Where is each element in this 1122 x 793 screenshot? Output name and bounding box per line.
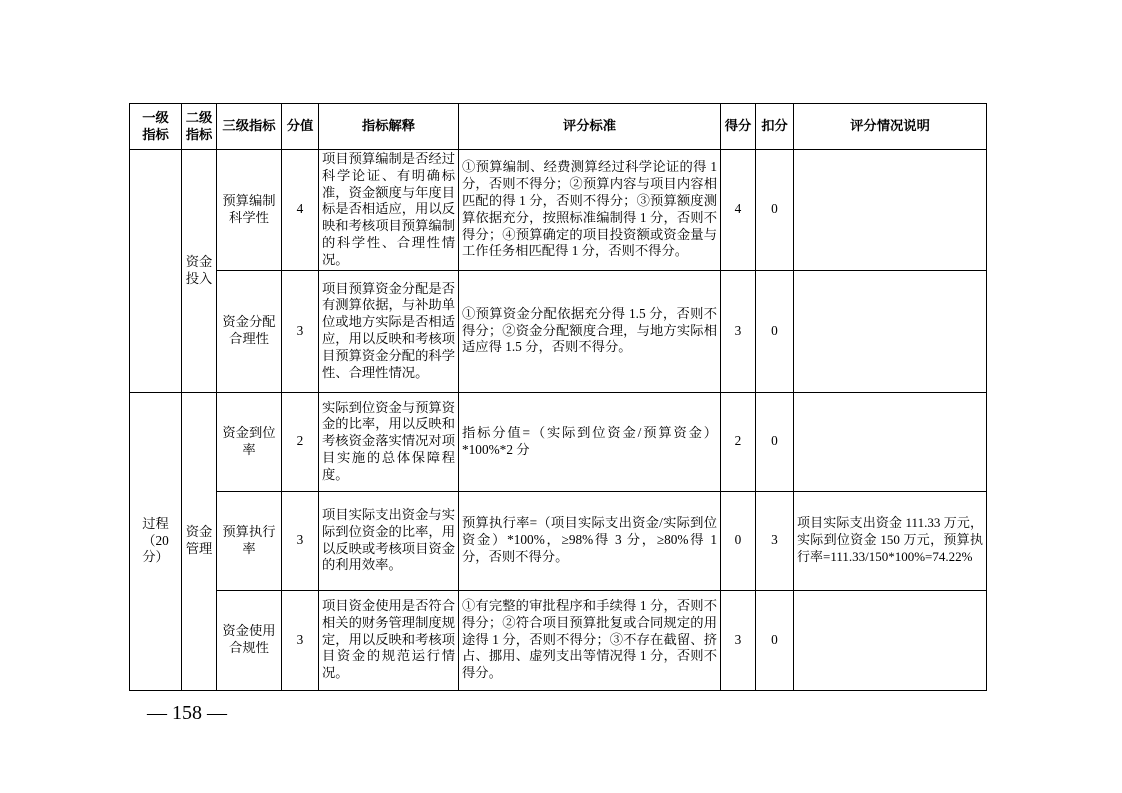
- deduction-value: 0: [756, 590, 794, 690]
- score-value: 3: [721, 270, 756, 392]
- header-weight: 分值: [282, 104, 319, 150]
- indicator-explanation: 项目预算编制是否经过科学论证、有明确标准，资金额度与年度目标是否相适应，用以反映和考核项目预算编制的科学性、合理性情况。: [319, 150, 459, 271]
- level1-label: 过程（20分）: [142, 515, 169, 565]
- level3-cell: [217, 491, 282, 590]
- header-level2: [182, 104, 217, 150]
- level3-cell: [217, 392, 282, 491]
- table-row: [130, 491, 987, 590]
- level1-cell: [130, 392, 182, 690]
- level2-cell: [182, 150, 217, 393]
- header-explanation: 指标解释: [319, 104, 459, 150]
- deduction-value: 0: [756, 270, 794, 392]
- level3-label: 预算执行率: [222, 523, 276, 556]
- deduction-value: 0: [756, 392, 794, 491]
- deduction-value: 0: [756, 150, 794, 271]
- level3-cell: [217, 590, 282, 690]
- level3-label: 预算编制科学性: [222, 192, 276, 225]
- header-notes: 评分情况说明: [794, 104, 987, 150]
- evaluation-table: [129, 103, 987, 691]
- deduction-value: 3: [756, 491, 794, 590]
- weight-value: 4: [282, 150, 319, 271]
- score-value: 3: [721, 590, 756, 690]
- scoring-notes: [794, 150, 987, 271]
- scoring-criteria: ①有完整的审批程序和手续得 1 分，否则不得分；②符合项目预算批复或合同规定的用途得 1 分，否则不得分；③不存在截留、挤占、挪用、虚列支出等情况得 1 分，否则不得分。: [459, 590, 721, 690]
- level3-cell: [217, 150, 282, 271]
- weight-value: 3: [282, 491, 319, 590]
- header-level1-label: 一级指标: [142, 109, 169, 142]
- header-score: 得分: [721, 104, 756, 150]
- indicator-explanation: 项目资金使用是否符合相关的财务管理制度规定，用以反映和考核项目资金的规范运行情况。: [319, 590, 459, 690]
- scoring-notes: [794, 270, 987, 392]
- scoring-criteria: 指标分值=（实际到位资金/预算资金）*100%*2 分: [459, 392, 721, 491]
- indicator-explanation: 实际到位资金与预算资金的比率，用以反映和考核资金落实情况对项目实施的总体保障程度。: [319, 392, 459, 491]
- weight-value: 3: [282, 590, 319, 690]
- level3-label: 资金分配合理性: [222, 314, 276, 347]
- header-level3: 三级指标: [217, 104, 282, 150]
- level2-cell: [182, 392, 217, 690]
- weight-value: 3: [282, 270, 319, 392]
- table-row: [130, 392, 987, 491]
- header-deduction: 扣分: [756, 104, 794, 150]
- level3-label: 资金到位率: [222, 424, 276, 457]
- indicator-explanation: 项目预算资金分配是否有测算依据，与补助单位或地方实际是否相适应，用以反映和考核项目预算资金分配的科学性、合理性情况。: [319, 270, 459, 392]
- scoring-criteria: 预算执行率=（项目实际支出资金/实际到位资金）*100%，≥98%得 3 分，≥80%得 1 分，否则不得分。: [459, 491, 721, 590]
- table-row: [130, 270, 987, 392]
- header-level1: [130, 104, 182, 150]
- weight-value: 2: [282, 392, 319, 491]
- level2-label: 资金管理: [185, 524, 213, 557]
- scoring-criteria: ①预算资金分配依据充分得 1.5 分，否则不得分；②资金分配额度合理，与地方实际相适应得 1.5 分，否则不得分。: [459, 270, 721, 392]
- header-level2-label: 二级指标: [185, 109, 213, 142]
- table-row: [130, 590, 987, 690]
- scoring-notes: [794, 392, 987, 491]
- table-header-row: [130, 104, 987, 150]
- header-criteria: 评分标准: [459, 104, 721, 150]
- scoring-criteria: ①预算编制、经费测算经过科学论证的得 1 分，否则不得分；②预算内容与项目内容相匹配的得 1 分，否则不得分；③预算额度测算依据充分，按照标准编制得 1 分，否则不得分；④预算确定的项目投资额或资金量与工作任务相匹配得 1 分，否则不得分。: [459, 150, 721, 271]
- level2-label: 资金投入: [185, 253, 213, 286]
- scoring-notes: 项目实际支出资金 111.33 万元，实际到位资金 150 万元，预算执行率=111.33/150*100%=74.22%: [794, 491, 987, 590]
- page-number: — 158 —: [147, 702, 227, 724]
- scoring-notes: [794, 590, 987, 690]
- table-row: [130, 150, 987, 271]
- indicator-explanation: 项目实际支出资金与实际到位资金的比率，用以反映或考核项目资金的利用效率。: [319, 491, 459, 590]
- score-value: 0: [721, 491, 756, 590]
- score-value: 4: [721, 150, 756, 271]
- level3-cell: [217, 270, 282, 392]
- score-value: 2: [721, 392, 756, 491]
- level3-label: 资金使用合规性: [222, 623, 276, 656]
- level1-cell-empty: [130, 150, 182, 393]
